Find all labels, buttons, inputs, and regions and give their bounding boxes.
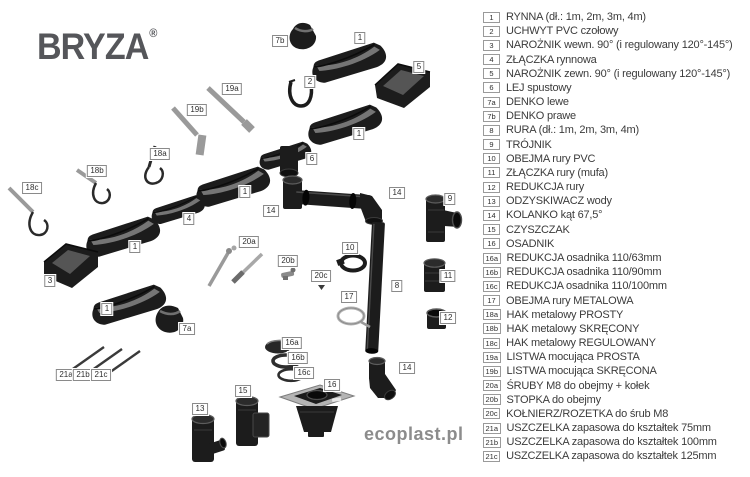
diagram-marker-16b: 16b xyxy=(288,352,308,364)
diagram-marker-8: 8 xyxy=(391,280,402,292)
legend-item-number: 1 xyxy=(483,12,500,23)
part-end-cap-right xyxy=(290,23,317,49)
part-bottom-elbow xyxy=(369,358,397,402)
legend-item-number: 18b xyxy=(483,323,501,334)
legend-item-14 xyxy=(483,208,748,222)
diagram-marker-1: 1 xyxy=(353,128,364,140)
diagram-marker-14: 14 xyxy=(399,362,415,374)
legend xyxy=(483,10,748,464)
legend-item-label: USZCZELKA zapasowa do kształtek 75mm xyxy=(506,422,711,435)
legend-item-19a xyxy=(483,350,748,364)
diagram-marker-3: 3 xyxy=(44,275,55,287)
legend-item-number: 12 xyxy=(483,182,500,193)
legend-item-number: 19b xyxy=(483,366,501,377)
diagram-marker-18c: 18c xyxy=(22,182,42,194)
diagram-marker-12: 12 xyxy=(440,312,456,324)
legend-item-number: 21c xyxy=(483,451,500,462)
legend-item-label: NAROŻNIK zewn. 90° (i regulowany 120°-145°) xyxy=(506,67,731,80)
legend-item-label: RURA (dł.: 1m, 2m, 3m, 4m) xyxy=(506,124,639,137)
part-rosette xyxy=(318,285,325,290)
part-cleanout xyxy=(236,397,269,447)
legend-item-13 xyxy=(483,194,748,208)
legend-item-label: LISTWA mocująca PROSTA xyxy=(506,351,640,364)
legend-item-label: ZŁĄCZKA rynnowa xyxy=(506,53,597,66)
legend-item-label: ZŁĄCZKA rury (mufa) xyxy=(506,166,608,179)
legend-item-number: 6 xyxy=(483,82,500,93)
diagram-marker-16a: 16a xyxy=(282,337,302,349)
legend-item-20c xyxy=(483,407,748,421)
legend-item-label: UCHWYT PVC czołowy xyxy=(506,25,619,38)
legend-item-label: USZCZELKA zapasowa do kształtek 100mm xyxy=(506,436,717,449)
legend-item-6 xyxy=(483,81,748,95)
legend-item-4 xyxy=(483,53,748,67)
diagram-marker-1: 1 xyxy=(129,241,140,253)
legend-item-number: 19a xyxy=(483,352,501,363)
diagram-marker-21b: 21b xyxy=(73,369,93,381)
legend-item-number: 21b xyxy=(483,437,501,448)
legend-item-number: 3 xyxy=(483,40,500,51)
legend-item-label: RYNNA (dł.: 1m, 2m, 3m, 4m) xyxy=(506,11,646,24)
legend-item-label: KOŁNIERZ/ROZETKA do śrub M8 xyxy=(506,407,669,420)
legend-item-7b xyxy=(483,109,748,123)
legend-item-21a xyxy=(483,421,748,435)
part-metal-hook-adjustable xyxy=(9,188,47,235)
part-gutter-run-top xyxy=(83,37,389,331)
diagram-marker-4: 4 xyxy=(183,213,194,225)
legend-item-9 xyxy=(483,138,748,152)
legend-item-label: LISTWA mocująca SKRĘCONA xyxy=(506,365,657,378)
legend-item-number: 9 xyxy=(483,139,500,150)
diagram-marker-16: 16 xyxy=(324,379,340,391)
legend-item-number: 18c xyxy=(483,338,500,349)
legend-item-5 xyxy=(483,67,748,81)
legend-item-8 xyxy=(483,123,748,137)
legend-item-label: HAK metalowy REGULOWANY xyxy=(506,337,656,350)
legend-item-label: TRÓJNIK xyxy=(506,138,552,151)
legend-item-number: 4 xyxy=(483,54,500,65)
legend-item-20b xyxy=(483,393,748,407)
part-sediment-trap xyxy=(280,385,354,437)
legend-item-11 xyxy=(483,166,748,180)
diagram-marker-9: 9 xyxy=(444,193,455,205)
diagram-marker-7b: 7b xyxy=(272,35,288,47)
legend-item-label: OBEJMA rury METALOWA xyxy=(506,294,634,307)
legend-item-number: 7b xyxy=(483,111,500,122)
legend-item-number: 18a xyxy=(483,309,501,320)
legend-item-21c xyxy=(483,449,748,463)
diagram-marker-1: 1 xyxy=(101,303,112,315)
diagram-marker-1: 1 xyxy=(239,186,250,198)
legend-item-12 xyxy=(483,180,748,194)
legend-item-17 xyxy=(483,293,748,307)
legend-item-number: 16b xyxy=(483,267,501,278)
legend-item-16c xyxy=(483,279,748,293)
registered-trademark-icon: ® xyxy=(149,26,158,40)
legend-item-label: OSADNIK xyxy=(506,237,555,250)
legend-item-20a xyxy=(483,378,748,392)
legend-item-18a xyxy=(483,308,748,322)
legend-item-label: DENKO prawe xyxy=(506,110,576,123)
diagram-marker-2: 2 xyxy=(304,76,315,88)
legend-item-label: HAK metalowy SKRĘCONY xyxy=(506,322,640,335)
legend-item-10 xyxy=(483,152,748,166)
legend-item-label: NAROŻNIK wewn. 90° (i regulowany 120°-145°) xyxy=(506,39,733,52)
legend-item-label: LEJ spustowy xyxy=(506,81,572,94)
legend-item-number: 11 xyxy=(483,167,500,178)
legend-item-18b xyxy=(483,322,748,336)
legend-item-21b xyxy=(483,435,748,449)
diagram-marker-7a: 7a xyxy=(179,323,195,335)
legend-item-number: 20c xyxy=(483,408,500,419)
legend-item-number: 20b xyxy=(483,394,501,405)
diagram-marker-21a: 21a xyxy=(56,369,76,381)
part-elbow-assembly xyxy=(283,176,383,225)
diagram-marker-16c: 16c xyxy=(294,367,314,379)
legend-item-number: 5 xyxy=(483,68,500,79)
legend-item-label: USZCZELKA zapasowa do kształtek 125mm xyxy=(506,450,717,463)
legend-item-label: ODZYSKIWACZ wody xyxy=(506,195,612,208)
legend-item-label: STOPKA do obejmy xyxy=(506,393,601,406)
legend-item-16a xyxy=(483,251,748,265)
legend-item-number: 17 xyxy=(483,295,500,306)
diagram-marker-11: 11 xyxy=(440,270,455,282)
legend-item-label: REDUKCJA osadnika 110/63mm xyxy=(506,252,662,264)
legend-item-2 xyxy=(483,24,748,38)
legend-item-number: 13 xyxy=(483,196,500,207)
legend-item-number: 2 xyxy=(483,26,500,37)
legend-item-label: REDUKCJA osadnika 110/100mm xyxy=(506,280,667,293)
part-downpipe xyxy=(365,222,385,354)
part-metal-clamp xyxy=(338,308,370,327)
diagram-marker-19b: 19b xyxy=(187,104,207,116)
part-clamp-foot xyxy=(281,268,296,281)
legend-item-number: 16 xyxy=(483,238,500,249)
legend-item-label: DENKO lewe xyxy=(506,96,569,109)
legend-item-number: 8 xyxy=(483,125,500,136)
diagram-marker-18b: 18b xyxy=(87,165,107,177)
legend-item-15 xyxy=(483,223,748,237)
legend-item-3 xyxy=(483,38,748,52)
diagram-marker-5: 5 xyxy=(413,61,424,73)
part-gutter-connector xyxy=(149,191,207,229)
legend-item-number: 21a xyxy=(483,423,501,434)
legend-item-19b xyxy=(483,364,748,378)
legend-item-label: OBEJMA rury PVC xyxy=(506,152,596,165)
diagram-marker-17: 17 xyxy=(341,291,357,303)
legend-item-label: REDUKCJA rury xyxy=(506,181,585,194)
part-water-collector xyxy=(192,415,227,463)
legend-item-label: HAK metalowy PROSTY xyxy=(506,308,624,321)
diagram-marker-13: 13 xyxy=(192,403,208,415)
legend-item-18c xyxy=(483,336,748,350)
diagram-marker-21c: 21c xyxy=(91,369,111,381)
legend-item-7a xyxy=(483,95,748,109)
legend-item-16 xyxy=(483,237,748,251)
part-screws xyxy=(209,246,262,287)
legend-item-number: 15 xyxy=(483,224,500,235)
diagram-marker-1: 1 xyxy=(354,32,365,44)
diagram-marker-14: 14 xyxy=(263,205,279,217)
diagram-marker-10: 10 xyxy=(342,242,358,254)
legend-item-label: CZYSZCZAK xyxy=(506,223,570,236)
part-pvc-clamp xyxy=(336,256,365,271)
diagram-marker-15: 15 xyxy=(235,385,251,397)
legend-item-number: 7a xyxy=(483,97,500,108)
legend-item-label: KOLANKO kąt 67,5° xyxy=(506,209,603,222)
legend-item-1 xyxy=(483,10,748,24)
diagram-marker-20c: 20c xyxy=(311,270,331,282)
legend-item-number: 10 xyxy=(483,153,500,164)
legend-item-label: ŚRUBY M8 do obejmy + kołek xyxy=(506,379,650,392)
diagram-marker-20a: 20a xyxy=(239,236,259,248)
diagram-marker-18a: 18a xyxy=(150,148,170,160)
watermark: ecoplast.pl xyxy=(364,424,464,444)
legend-item-number: 14 xyxy=(483,210,500,221)
brand-logo-text: BRYZA xyxy=(37,26,149,67)
legend-item-16b xyxy=(483,265,748,279)
diagram-marker-20b: 20b xyxy=(278,255,298,267)
legend-item-label: REDUKCJA osadnika 110/90mm xyxy=(506,266,662,279)
diagram-marker-14: 14 xyxy=(389,187,405,199)
legend-item-number: 20a xyxy=(483,380,501,391)
legend-item-number: 16a xyxy=(483,253,501,264)
diagram-marker-19a: 19a xyxy=(222,83,242,95)
diagram-marker-6: 6 xyxy=(306,153,317,165)
legend-item-number: 16c xyxy=(483,281,500,292)
